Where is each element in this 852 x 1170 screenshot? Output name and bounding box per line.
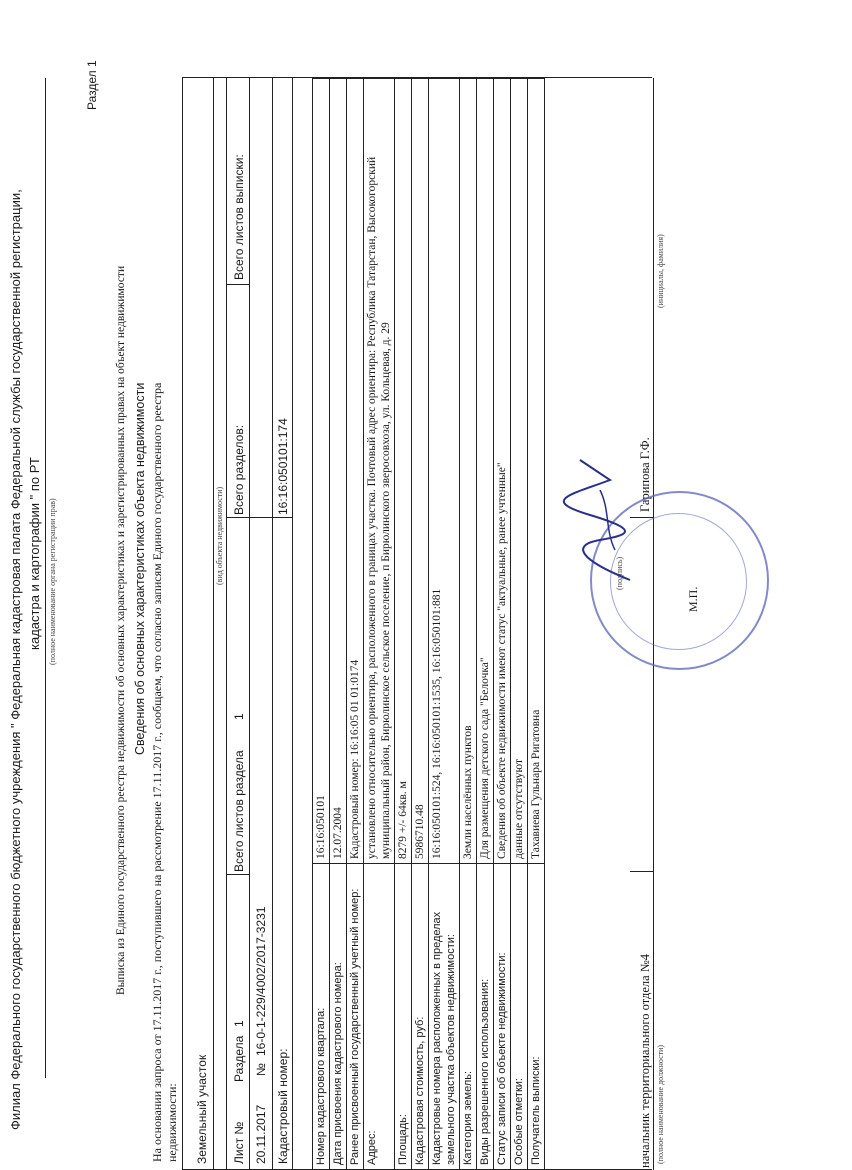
stamp-mp-label: М.П. — [686, 586, 700, 612]
table-row — [528, 79, 545, 1170]
section-of-label: Раздела — [232, 1035, 246, 1082]
extract-number-label: № — [254, 1063, 268, 1076]
row-label: Кадастровые номера расположенных в пределах земельного участка объектов недвижимости: — [429, 864, 460, 1170]
title-line1: Выписка из Единого государственного реестра недвижимости об основных характеристиках и зарегистрированных правах на объект недвижимости — [115, 265, 127, 995]
table-row — [347, 79, 364, 1170]
table-row — [460, 79, 477, 1170]
total-sheets-label: Всего листов выписки: — [232, 154, 246, 280]
row-label: Кадастровая стоимость, руб: — [412, 864, 429, 1170]
extract-number: 16-0-1-229/4002/2017-3231 — [254, 906, 268, 1056]
row-value: установлено относительно ориентира, расположенного в границах участка. Почтовый адрес ориентира: Республика Татарстан, Высокогорский муниципальный район, Бирюлинское сельское поселение, п Бирюлинского зверосовхоза, ул. Кольцевая, д. 29 — [364, 79, 395, 864]
table-row — [477, 79, 494, 1170]
table-row — [494, 79, 511, 1170]
cadastral-number-label: Кадастровый номер: — [276, 1048, 290, 1164]
total-sections-label: Всего разделов: — [232, 424, 246, 515]
extract-date: 20.11.2017 — [254, 1104, 268, 1164]
position-caption: (полное наименование должности) — [656, 1044, 665, 1164]
row-value: Кадастровый номер: 16:16:05 01 01:0174 — [347, 79, 364, 864]
sheet-number-label: Лист № — [232, 1121, 246, 1164]
total-sheets-section-label: Всего листов раздела — [232, 750, 246, 872]
object-type-caption: (вид объекта недвижимости) — [215, 486, 224, 585]
row-label: Категория земель: — [460, 864, 477, 1170]
row-label: Ранее присвоенный государственный учетный номер: — [347, 864, 364, 1170]
row-value: 12.07.2004 — [330, 79, 347, 864]
total-sheets-section-value: 1 — [232, 713, 246, 720]
section-label: Раздел 1 — [85, 60, 99, 110]
signer-name: Гарипова Г.Ф. — [638, 437, 652, 512]
handwritten-signature — [560, 450, 650, 590]
row-value: Земли населённых пунктов — [460, 79, 477, 864]
org-caption: (полное наименование органа регистрации прав) — [48, 498, 57, 665]
row-value: 8279 +/- 64кв. м — [395, 79, 412, 864]
basis-line2: недвижимости: — [165, 1083, 179, 1162]
row-label: Адрес: — [364, 864, 395, 1170]
row-label: Получатель выписки: — [528, 864, 545, 1170]
signature-caption: (подпись) — [615, 556, 624, 590]
section-number: 1 — [232, 1020, 246, 1027]
row-value: 5986710.48 — [412, 79, 429, 864]
row-value: 16:16:050101:524, 16:16:050101:1535, 16:16:050101:881 — [429, 79, 460, 864]
row-label: Особые отметки: — [511, 864, 528, 1170]
name-caption: (инициалы, фамилия) — [656, 234, 665, 308]
org-name-line1: Филиал Федерального государственного бюджетного учреждения " Федеральная кадастровая палата Федеральной службы государственной регистрации, — [8, 189, 23, 1130]
table-row — [429, 79, 460, 1170]
row-value: Тахавиева Гульнара Ригатовна — [528, 79, 545, 864]
org-name-line2: кадастра и картографии " по РТ — [27, 457, 42, 650]
row-label: Статус записи об объекте недвижимости: — [494, 864, 511, 1170]
basis-line1: На основании запроса от 17.11.2017 г., поступившего на рассмотрение 17.11.2017 г., сообщаем, что согласно записям Единого государственного реестра — [150, 382, 164, 1162]
object-type: Земельный участок — [195, 1054, 209, 1164]
table-row — [511, 79, 528, 1170]
signer-position: начальник территориального отдела №4 — [638, 954, 652, 1168]
table-row — [313, 79, 330, 1170]
row-value: Сведения об объекте недвижимости имеют статус "актуальные, ранее учтенные" — [494, 79, 511, 864]
title-line2: Сведения об основных характеристиках объекта недвижимости — [133, 382, 147, 755]
row-label: Виды разрешенного использования: — [477, 864, 494, 1170]
row-label: Дата присвоения кадастрового номера: — [330, 864, 347, 1170]
row-value: данные отсутствуют — [511, 79, 528, 864]
row-label: Номер кадастрового квартала: — [313, 864, 330, 1170]
table-row — [412, 79, 429, 1170]
table-row — [395, 79, 412, 1170]
characteristics-table — [312, 78, 545, 1170]
table-row — [364, 79, 395, 1170]
row-value: 16:16:050101 — [313, 79, 330, 864]
org-underline — [45, 78, 46, 1078]
table-row — [330, 79, 347, 1170]
row-value: Для размещения детского сада "Белочка" — [477, 79, 494, 864]
cadastral-number-value: 16:16:050101:174 — [276, 418, 290, 515]
row-label: Площадь: — [395, 864, 412, 1170]
